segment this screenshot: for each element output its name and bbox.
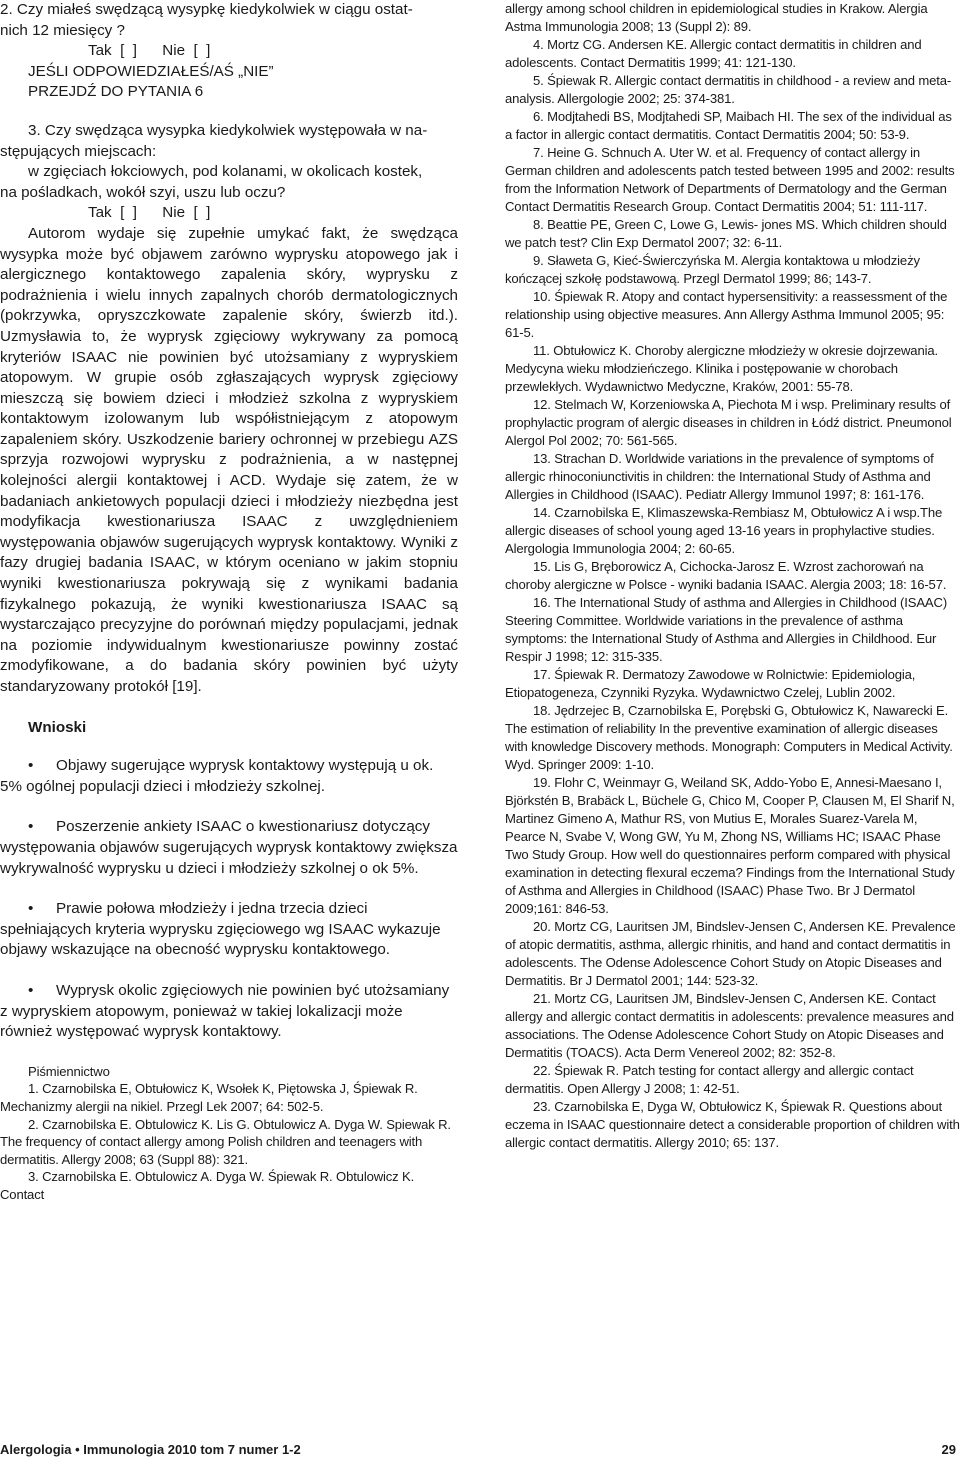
reference-item: 4. Mortz CG. Andersen KE. Allergic contact dermatitis in children and adolescents. Contact Dermatitis 1999; 41: 121-130.: [505, 37, 922, 70]
reference-item: 14. Czarnobilska E, Klimaszewska-Rembiasz M, Obtułowicz A i wsp.The allergic diseases of school young aged 13-16 years in prophylactive studies. Alergologia Immunologia 2004; 2: 60-65.: [505, 505, 943, 556]
question-2-line-2: nich 12 miesięcy ?: [0, 21, 125, 39]
reference-item: 1. Czarnobilska E, Obtułowicz K, Wsołek K, Piętowska J, Śpiewak R. Mechanizmy alergii na nikiel. Przegl Lek 2007; 64: 502-5.: [0, 1081, 418, 1114]
conclusions-heading: Wnioski: [28, 718, 87, 736]
reference-continuation: allergy among school children in epidemiological studies in Krakow. Alergia Astma Immunologia 2008; 13 (Suppl 2): 89.: [505, 1, 928, 34]
page-number: 29: [941, 1442, 956, 1457]
reference-item: 10. Śpiewak R. Atopy and contact hypersensitivity: a reassessment of the relationship using objective measures. Ann Allergy Asthma Immunol 2005; 95: 61-5.: [505, 289, 948, 340]
references-title: Piśmiennictwo: [28, 1063, 110, 1079]
reference-item: 16. The International Study of asthma and Allergies in Childhood (ISAAC) Steering Committee. Worldwide variations in the prevalence of asthma symptoms: the International Study of Asthma and Allergies in Childhood. Eur Respir J 1998; 12: 315-335.: [505, 595, 948, 664]
reference-item: 3. Czarnobilska E. Obtulowicz A. Dyga W. Śpiewak R. Obtulowicz K. Contact: [0, 1169, 415, 1202]
conclusion-text: Poszerzenie ankiety ISAAC o kwestionariusz dotyczący występowania objawów sugerujących wyprysk kontaktowy zwiększa wykrywalność wyprysku u dzieci i młodzieży szkolnej o ok 5%.: [0, 818, 458, 877]
right-column: [505, 0, 960, 1152]
question-3-options: Tak [ ] Nie [ ]: [88, 204, 211, 222]
reference-item: 8. Beattie PE, Green C, Lowe G, Lewis- jones MS. Which children should we patch test? Clin Exp Dermatol 2007; 32: 6-11.: [505, 217, 947, 250]
reference-item: 7. Heine G. Schnuch A. Uter W. et al. Frequency of contact allergy in German children and adolescents patch tested between 1995 and 2002: results from the Information Network of Departments of Dermatology and the German Contact Dermatitis Research Group. Contact Dermatitis 2004; 51: 111-117.: [505, 145, 955, 214]
question-3-line-2: stępujących miejscach:: [0, 142, 157, 160]
reference-item: 23. Czarnobilska E, Dyga W, Obtułowicz K, Śpiewak R. Questions about eczema in ISAAC questionnaire detect a considerable proportion of children with allergic contact dermatitis. Allergy 2010; 65: 137.: [505, 1099, 960, 1150]
left-column: [0, 0, 458, 1203]
conclusion-text: Prawie połowa młodzieży i jedna trzecia dzieci spełniających kryteria wyprysku zgięciowego wg ISAAC wykazuje objawy wskazujące na obecność wyprysku kontaktowego.: [0, 900, 441, 959]
reference-item: 19. Flohr C, Weinmayr G, Weiland SK, Addo-Yobo E, Annesi-Maesano I, Björkstén B, Brabäck L, Büchele G, Chico M, Cooper P, Clausen M, El Sharif N, Martinez Gimeno A, Mathur RS, von Mutius E, Morales Suarez-Varela M, Pearce N, Svabe V, Wong GW, Yu M, Zhong NS, Williams HC; ISAAC Phase Two Study Group. How well do questionnaires perform compared with physical examination in detecting flexural eczema? Findings from the International Study of Asthma and Allergies in Childhood (ISAAC) Phase Two. Br J Dermatol 2009;161: 846-53.: [505, 775, 955, 916]
body-paragraph: Autorom wydaje się zupełnie umykać fakt, że swędząca wysypka może być objawem zarówno wyprysku atopowego jak i alergicznego kontaktowego zapalenia skóry, wyprysku z podrażnienia i wielu innych zapalnych chorób dermatologicznych (pokrzywka, opryszczkowate zapalenie skóry, świerzb itd.). Uzmysławia to, że wyprysk zgięciowy wykrywany za pomocą kryteriów ISAAC nie powinien być utożsamiany z wypryskiem atopowym. W grupie osób zgłaszających wyprysk zgięciowy mieszczą się bowiem dzieci i młodzież szkolna z wypryskiem kontaktowym izolowanym lub współistniejącym z atopowym zapaleniem skóry. Uszkodzenie bariery ochronnej w przebiegu AZS sprzyja rozwojowi wyprysku z podrażnienia, a w następnej kolejności alergii kontaktowej i ACD. Wydaje się zatem, że w badaniach ankietowych populacji dzieci i młodzieży niezbędna jest modyfikacja kwestionariusza ISAAC z uwzględnieniem występowania objawów sugerujących wyprysk kontaktowy. Wyniki z fazy drugiej badania ISAAC, w którym oceniano w jakim stopniu wyniki kwestionariusza pokrywają się z wynikami badania fizykalnego pokazują, że wyniki kwestionariusza ISAAC są wystarczająco precyzyjne do porównań między populacjami, jednak na poziomie indywidualnym kwestionariusze powinny zostać zmodyfikowane, a do badania skóry powinien być użyty standaryzowany protokół [19].: [0, 224, 458, 695]
reference-item: 18. Jędrzejec B, Czarnobilska E, Porębski G, Obtułowicz K, Nawarecki E. The estimation of reliability In the preventive examination of allergic diseases with knowledge Discovery methods. Monograph: Computers in Medical Activity. Wyd. Springer 2009: 1-10.: [505, 703, 953, 772]
reference-item: 20. Mortz CG, Lauritsen JM, Bindslev-Jensen C, Andersen KE. Prevalence of atopic dermatitis, asthma, allergic rhinitis, and hand and contact dermatitis in adolescents. The Odense Adolescence Cohort Study on Atopic Diseases and Dermatitis. Br J Dermatol 2001; 144: 523-32.: [505, 919, 956, 988]
question-3-line-1: 3. Czy swędząca wysypka kiedykolwiek występowała w na-: [28, 121, 428, 139]
reference-item: 5. Śpiewak R. Allergic contact dermatitis in childhood - a review and meta-analysis. Allergologie 2002; 25: 374-381.: [505, 73, 952, 106]
bullet-icon: •: [28, 757, 34, 775]
question-2-if-no: JEŚLI ODPOWIEDZIAŁEŚ/AŚ „NIE”: [28, 62, 274, 80]
reference-item: 9. Sławeta G, Kieć-Świerczyńska M. Alergia kontaktowa u młodzieży kończącej szkołę podstawową. Przegl Dermatol 1999; 86; 143-7.: [505, 253, 920, 286]
conclusion-text: Wyprysk okolic zgięciowych nie powinien być utożsamiany z wypryskiem atopowym, ponieważ w takiej lokalizacji może również występować wyprysk kontaktowy.: [0, 981, 450, 1041]
question-2-goto: PRZEJDŹ DO PYTANIA 6: [28, 83, 204, 101]
journal-footer: Alergologia • Immunologia 2010 tom 7 numer 1-2: [0, 1442, 301, 1457]
question-3-line-3: w zgięciach łokciowych, pod kolanami, w okolicach kostek,: [28, 163, 423, 181]
question-2-line-1: 2. Czy miałeś swędzącą wysypkę kiedykolwiek w ciągu ostat-: [0, 1, 413, 18]
reference-item: 12. Stelmach W, Korzeniowska A, Piechota M i wsp. Preliminary results of prophylactic program of alergic diseases in children in Łódź district. Pneumonol Alergol Pol 2002; 70: 561-565.: [505, 397, 952, 448]
bullet-icon: •: [28, 981, 34, 999]
question-3-line-4: na pośladkach, wokół szyi, uszu lub oczu?: [0, 183, 286, 201]
conclusion-bullet: [0, 756, 458, 797]
conclusion-bullet: [0, 817, 458, 879]
reference-item: 15. Lis G, Bręborowicz A, Cichocka-Jarosz E. Wzrost zachorowań na choroby alergiczne w Polsce - wyniki badania ISAAC. Alergia 2003; 18: 16-57.: [505, 559, 947, 592]
bullet-icon: •: [28, 900, 34, 918]
references-section: [0, 1063, 458, 1204]
reference-item: 22. Śpiewak R. Patch testing for contact allergy and allergic contact dermatitis. Open Allergy J 2008; 1: 42-51.: [505, 1063, 914, 1096]
conclusion-bullet: [0, 899, 458, 961]
reference-item: 21. Mortz CG, Lauritsen JM, Bindslev-Jensen C, Andersen KE. Contact allergy and allergic contact dermatitis in adolescents: prevalence measures and associations. The Odense Adolescence Cohort Study on Atopic Diseases and Dermatitis (TOACS). Acta Derm Venereol 2002; 82: 352-8.: [505, 991, 954, 1060]
reference-item: 13. Strachan D. Worldwide variations in the prevalence of symptoms of allergic rhinoconiunctivitis in children: the International Study of Asthma and Allergies in Childhood (ISAAC). Pediatr Allergy Immunol 1997; 8: 161-176.: [505, 451, 934, 502]
question-2-options: Tak [ ] Nie [ ]: [88, 42, 211, 60]
bullet-icon: •: [28, 818, 34, 836]
reference-item: 11. Obtułowicz K. Choroby alergiczne młodzieży w okresie dojrzewania. Medycyna wieku młodzieńczego. Klinika i postępowanie w chorobach przewlekłych. Wydawnictwo Medyczne, Kraków, 2001: 55-78.: [505, 343, 938, 394]
conclusion-text: Objawy sugerujące wyprysk kontaktowy występują u ok. 5% ogólnej populacji dzieci i młodzieży szkolnej.: [0, 757, 434, 795]
conclusion-bullet: [0, 981, 458, 1043]
reference-item: 6. Modjtahedi BS, Modjtahedi SP, Maibach HI. The sex of the individual as a factor in allergic contact dermatitis. Contact Dermatitis 2004; 50: 53-9.: [505, 109, 952, 142]
reference-item: 2. Czarnobilska E. Obtulowicz K. Lis G. Obtulowicz A. Dyga W. Spiewak R. The frequency of contact allergy among Polish children and teenagers with dermatitis. Allergy 2008; 63 (Suppl 88): 321.: [0, 1116, 451, 1167]
reference-item: 17. Śpiewak R. Dermatozy Zawodowe w Rolnictwie: Epidemiologia, Etiopatogeneza, Czynniki Ryzyka. Wydawnictwo Czelej, Lublin 2002.: [505, 667, 916, 700]
